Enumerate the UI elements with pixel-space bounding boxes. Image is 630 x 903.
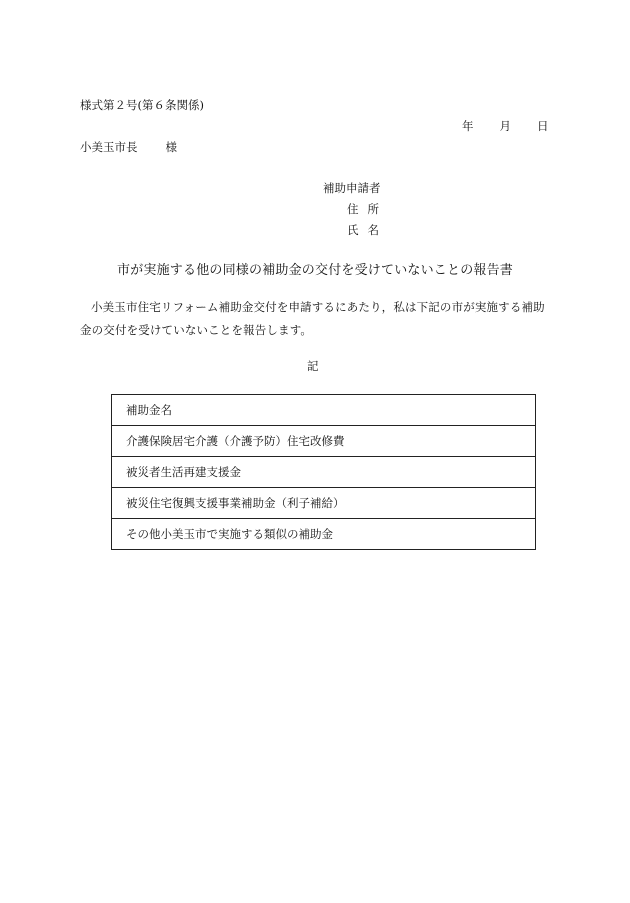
date-year-label: 年 [462, 119, 474, 133]
table-row [112, 457, 536, 488]
table-row [112, 395, 536, 426]
table-cell: その他小美玉市で実施する類似の補助金 [112, 519, 536, 550]
table-cell: 被災住宅復興支援事業補助金（利子補給） [112, 488, 536, 519]
date-day-label: 日 [537, 119, 549, 133]
table-header-cell: 補助金名 [112, 395, 536, 426]
addressee-name: 小美玉市長 [80, 140, 138, 154]
applicant-name-label [323, 220, 381, 241]
addressee-honorific: 様 [165, 140, 177, 154]
name-label-char-1: 氏 [347, 223, 359, 237]
report-title: 市が実施する他の同様の補助金の交付を受けていないことの報告書 [117, 263, 514, 278]
form-number: 様式第２号(第６条関係) [80, 98, 204, 112]
table-cell: 介護保険居宅介護（介護予防）住宅改修費 [112, 426, 536, 457]
applicant-block [323, 178, 381, 241]
table-cell: 被災者生活再建支援金 [112, 457, 536, 488]
applicant-address-label [323, 199, 381, 220]
addressee [80, 139, 177, 155]
table-row [112, 426, 536, 457]
subsidy-table [111, 394, 536, 550]
address-label-char-1: 住 [347, 202, 359, 216]
address-label-char-2: 所 [367, 202, 379, 216]
ki-label: 記 [307, 359, 319, 373]
table-row [112, 488, 536, 519]
table-row [112, 519, 536, 550]
applicant-heading: 補助申請者 [323, 181, 381, 195]
date-line [462, 118, 549, 134]
date-month-label: 月 [499, 119, 511, 133]
name-label-char-2: 名 [367, 223, 379, 237]
body-text: 小美玉市住宅リフォーム補助金交付を申請するにあたり，私は下記の市が実施する補助金の交付を受けていないことを報告します。 [80, 300, 545, 337]
